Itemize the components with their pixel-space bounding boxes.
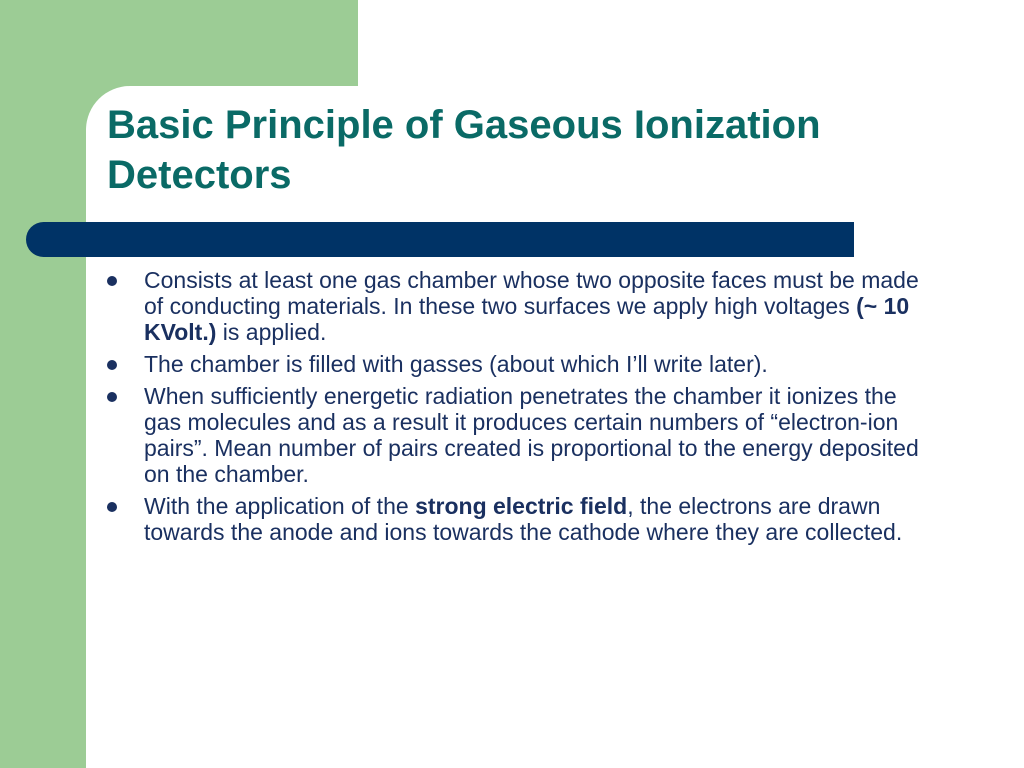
bullet-1-tail: is applied. bbox=[216, 319, 327, 345]
bullet-dot-icon bbox=[107, 276, 117, 286]
bullet-item-1 bbox=[107, 267, 937, 345]
slide-title: Basic Principle of Gaseous Ionization Detectors bbox=[107, 103, 821, 197]
bullet-item-3 bbox=[107, 383, 937, 487]
bullet-dot-icon bbox=[107, 392, 117, 402]
bullet-dot-icon bbox=[107, 502, 117, 512]
bullet-item-2 bbox=[107, 351, 937, 377]
bullet-list bbox=[107, 267, 937, 551]
bullet-4-bold: strong electric field bbox=[415, 493, 628, 519]
bullet-2-text: The chamber is filled with gasses (about which I’ll write later). bbox=[144, 351, 768, 377]
bullet-4-text: With the application of the bbox=[144, 493, 416, 519]
bullet-item-4 bbox=[107, 493, 937, 545]
bullet-dot-icon bbox=[107, 360, 117, 370]
bullet-1-text: Consists at least one gas chamber whose two opposite faces must be made of conducting materials. In these two surfaces we apply high voltages bbox=[144, 267, 919, 319]
title-underline-bar bbox=[26, 222, 854, 257]
bullet-4-tail: , the electrons are drawn towards the anode and ions towards the cathode where they are collected. bbox=[144, 493, 903, 545]
bullet-1-bold: (~ 10 KVolt.) bbox=[144, 293, 910, 345]
bullet-3-text: When sufficiently energetic radiation penetrates the chamber it ionizes the gas molecules and as a result it produces certain numbers of “electron-ion pairs”. Mean number of pairs created is proportional to the energy deposited on the chamber. bbox=[144, 383, 919, 487]
